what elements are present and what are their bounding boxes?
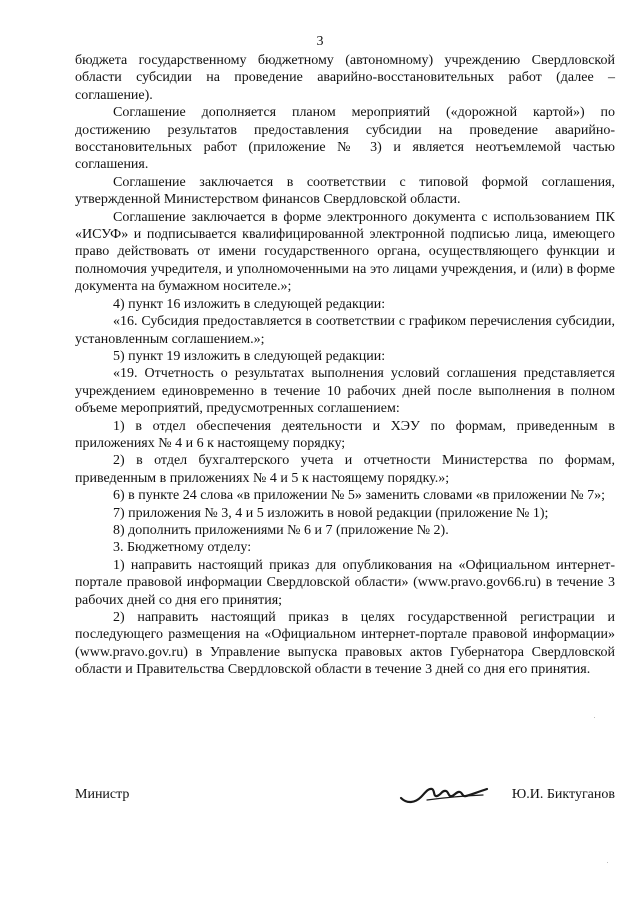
signature-block bbox=[75, 786, 615, 810]
paragraph-7: 5) пункт 19 изложить в следующей редакции: bbox=[113, 348, 386, 364]
paragraph-2: Соглашение дополняется планом мероприятий («дорожной картой») по достижению результатов предоставления субсидии на проведение аварийно-восстановительных работ (приложение № 3) и является неотъемлемой частью соглашения. bbox=[75, 105, 615, 173]
paragraph-8: «19. Отчетность о результатах выполнения условий соглашения представляется учреждением единовременно в течение 10 рабочих дней после выполнения в полном объеме мероприятий, предусмотренных соглашением: bbox=[75, 366, 615, 417]
page-number: 3 bbox=[316, 34, 324, 49]
signer-title: Министр bbox=[75, 787, 130, 802]
paragraph-12: 7) приложения № 3, 4 и 5 изложить в новой редакции (приложение № 1); bbox=[113, 505, 549, 521]
paragraph-1: бюджета государственному бюджетному (автономному) учреждению Свердловской области субсидии на проведение аварийно-восстановительных работ (далее – соглашение). bbox=[75, 53, 615, 103]
paragraph-3: Соглашение заключается в соответствии с типовой формой соглашения, утвержденной Министерством финансов Свердловской области. bbox=[75, 174, 615, 208]
paragraph-6: «16. Субсидия предоставляется в соответствии с графиком перечисления субсидии, установленным соглашением.»; bbox=[75, 314, 615, 347]
handwritten-signature bbox=[397, 776, 491, 808]
document-body bbox=[75, 52, 615, 679]
paragraph-10: 2) в отдел бухгалтерского учета и отчетности Министерства по формам, приведенным в приложениях № 4 и 5 к настоящему порядку.»; bbox=[75, 453, 615, 486]
paragraph-16: 2) направить настоящий приказ в целях государственной регистрации и последующего размещения на «Официальном интернет-портале правовой информации» (www.pravo.gov.ru) в Управление выпуска правовых актов Губернатора Свердловской области и Правительства Свердловской области в течение 3 дней со дня его принятия. bbox=[75, 610, 615, 678]
paragraph-4: Соглашение заключается в форме электронного документа с использованием ПК «ИСУФ» и подписывается квалифицированной электронной подписью лица, имеющего право действовать от имени государственного органа, осуществляющего функции и полномочия учредителя, и уполномоченными на это лицами учреждения, и (или) в форме документа на бумажном носителе.»; bbox=[75, 209, 615, 295]
paragraph-5: 4) пункт 16 изложить в следующей редакции: bbox=[113, 296, 386, 312]
signer-name: Ю.И. Биктуганов bbox=[511, 787, 615, 802]
paragraph-13: 8) дополнить приложениями № 6 и 7 (приложение № 2). bbox=[113, 522, 449, 538]
paragraph-9: 1) в отдел обеспечения деятельности и ХЭУ по формам, приведенным в приложениях № 4 и 6 к настоящему порядку; bbox=[75, 418, 615, 451]
paragraph-15: 1) направить настоящий приказ для опубликования на «Официальном интернет-портале правовой информации Свердловской области» (www.pravo.gov66.ru) в течение 3 рабочих дней со дня его принятия; bbox=[75, 557, 615, 608]
paragraph-11: 6) в пункте 24 слова «в приложении № 5» заменить словами «в приложении № 7»; bbox=[113, 488, 605, 504]
scan-speck bbox=[594, 717, 595, 718]
paragraph-14: 3. Бюджетному отделу: bbox=[113, 540, 252, 556]
scan-speck bbox=[607, 862, 608, 863]
